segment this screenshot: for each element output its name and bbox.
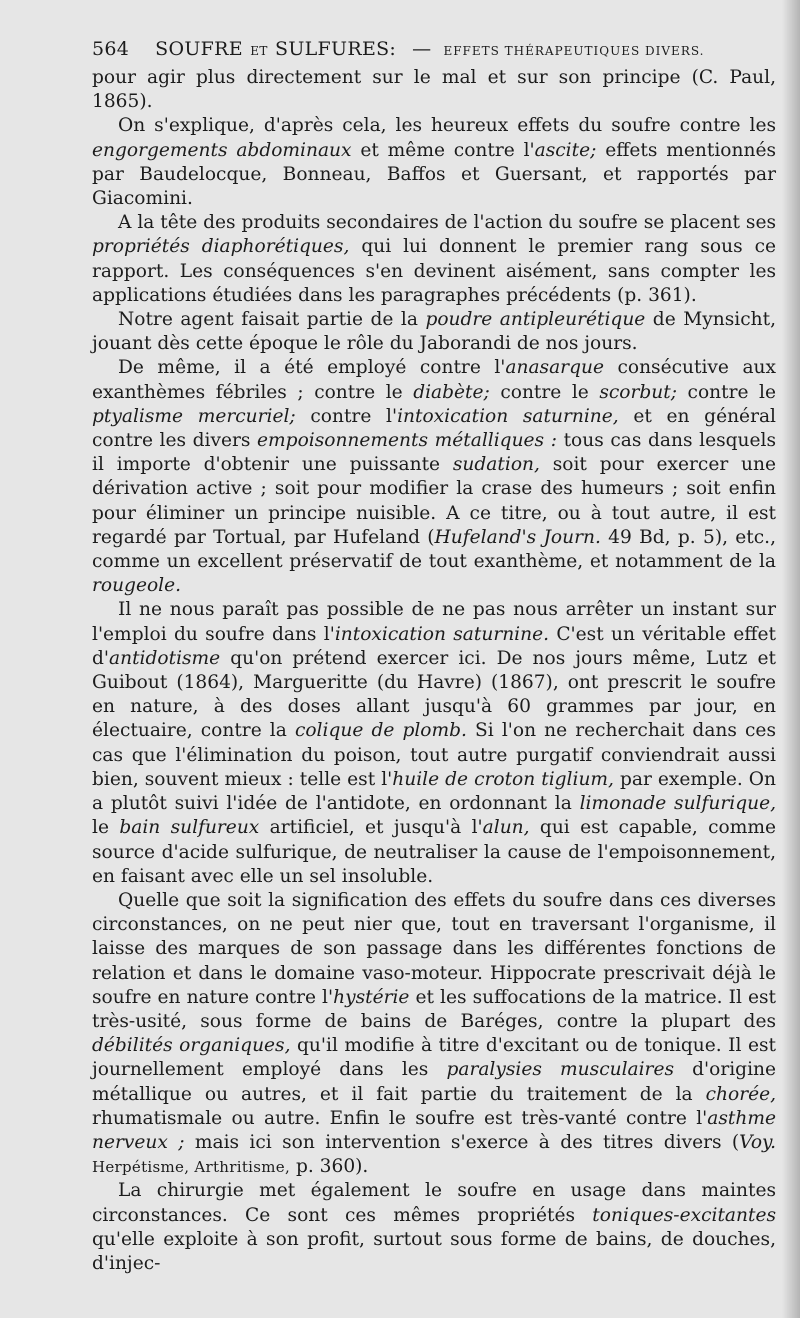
paragraph-2 xyxy=(92,114,776,211)
text-run: qu'elle exploite à son profit, surtout sous forme de bains, de douches, d'injec- xyxy=(92,1228,776,1274)
page-edge-shadow xyxy=(782,0,800,1318)
text-run: tous cas dans lesquels il importe d'obtenir une puissante xyxy=(92,430,776,476)
text-run: C'est un véritable effet d' xyxy=(92,623,776,669)
header-title xyxy=(155,38,412,60)
text-run: On s'explique, d'après cela, les heureux effets du soufre contre les xyxy=(118,115,776,137)
italic-term: Hufeland's Journ. xyxy=(434,526,601,548)
header-topic: EFFETS THÉRAPEUTIQUES DIVERS. xyxy=(443,44,705,58)
text-run: qui est capable, comme source d'acide sulfurique, de neutraliser la cause de l'empoisonnement, en faisant avec elle un sel insoluble. xyxy=(92,817,776,887)
text-run: qu'on prétend exercer ici. De nos jours même, Lutz et Guibout (1864), Margueritte (du Havre) (1867), ont prescrit le soufre en nature, à des doses allant jusqu'à 60 grammes par jour, en électuaire, contre la xyxy=(92,647,776,742)
small-caps-reference: Herpétisme, Arthritisme, xyxy=(92,1158,291,1177)
body-text xyxy=(92,66,776,1276)
italic-term: scorbut; xyxy=(599,381,677,403)
header-title-et: ET xyxy=(250,44,268,58)
italic-term: rougeole. xyxy=(92,575,182,597)
italic-term: débilités organiques, xyxy=(92,1035,291,1057)
text-run: consécutive aux exanthèmes fébriles ; contre le xyxy=(92,357,776,403)
header-title-second: SULFURES: xyxy=(275,38,397,60)
italic-term: colique de plomb. xyxy=(294,720,467,742)
italic-term: sudation, xyxy=(452,454,540,476)
text-run: Il ne nous paraît pas possible de ne pas nous arrêter un instant sur l'emploi du soufre dans l' xyxy=(92,599,776,645)
text-run: p. 360). xyxy=(290,1156,369,1178)
text-run: artificiel, et jusqu'à l' xyxy=(259,817,483,839)
paragraph-6 xyxy=(92,598,776,888)
italic-term: propriétés diaphorétiques, xyxy=(92,236,350,258)
italic-term: intoxication saturnine. xyxy=(334,623,550,645)
text-run: De même, il a été employé contre l' xyxy=(118,357,506,379)
running-header xyxy=(92,38,776,60)
italic-term: ascite; xyxy=(534,139,597,161)
italic-term: antidotisme xyxy=(109,647,221,669)
header-dash: — xyxy=(412,38,432,60)
paragraph-7 xyxy=(92,889,776,1179)
paragraph-3 xyxy=(92,211,776,308)
text-run: 49 Bd, p. 5), etc., comme un excellent préservatif de tout exanthème, et notamment de la xyxy=(92,526,776,573)
italic-term: anasarque xyxy=(505,357,604,379)
text-run: La chirurgie met également le soufre en usage dans maintes circonstances. Ce sont ces mêmes propriétés xyxy=(92,1180,776,1226)
text-run: contre le xyxy=(677,381,776,403)
italic-term: ptyalisme mercuriel; xyxy=(92,405,296,427)
page-number: 564 xyxy=(92,38,130,60)
italic-term: toniques-excitantes xyxy=(592,1204,776,1226)
text-run: Quelle que soit la signification des effets du soufre dans ces diverses circonstances, on ne peut nier que, tout en traversant l'organisme, il laisse des marques de son passage dans les différentes fonctions de relation et dans le domaine vaso-moteur. Hippocrate prescrivait déjà le soufre en nature contre l' xyxy=(92,889,776,1008)
paragraph-8 xyxy=(92,1179,776,1276)
text-run: rhumatismale ou autre. Enfin le soufre est très-vanté contre l' xyxy=(92,1107,708,1129)
text-run: de Mynsicht, jouant dès cette époque le rôle du Jaborandi de nos jours. xyxy=(92,309,776,355)
italic-term: empoisonnements métalliques : xyxy=(257,430,557,452)
text-run: et en général contre les divers xyxy=(92,405,776,452)
italic-term: asthme nerveux ; xyxy=(92,1107,776,1153)
italic-term: alun, xyxy=(482,817,530,839)
italic-term: chorée, xyxy=(705,1083,776,1105)
text-run: qui lui donnent le premier rang sous ce rapport. Les conséquences s'en devinent aisément, sans compter les applications étudiées dans les paragraphes précédents (p. 361). xyxy=(92,236,776,306)
italic-term: poudre antipleurétique xyxy=(425,309,646,331)
italic-term: paralysies musculaires xyxy=(446,1059,674,1081)
text-run: effets mentionnés par Baudelocque, Bonneau, Baffos et Guersant, et rapportés par Giacomini. xyxy=(92,139,776,210)
paragraph-5 xyxy=(92,356,776,598)
text-run: pour agir plus directement sur le mal et sur son principe (C. Paul, 1865). xyxy=(92,67,776,113)
text-run: et même contre l' xyxy=(351,139,535,161)
text-run: mais ici son intervention s'exerce à des titres divers ( xyxy=(184,1131,740,1153)
text-run: Si l'on ne recherchait dans ces cas que l'élimination du poison, tout autre purgatif conviendrait aussi bien, souvent mieux : telle est l' xyxy=(92,720,776,790)
italic-term: limonade sulfurique, xyxy=(579,793,776,815)
italic-term: diabète; xyxy=(413,381,490,403)
text-run: le xyxy=(92,817,120,839)
text-run: par exemple. On a plutôt suivi l'idée de l'antidote, en ordonnant la xyxy=(92,768,777,815)
text-run: contre le xyxy=(489,381,600,403)
text-run: qu'il modifie à titre d'excitant ou de tonique. Il est journellement employé dans les xyxy=(92,1035,776,1081)
italic-term: intoxication saturnine, xyxy=(397,405,619,427)
text-run: A la tête des produits secondaires de l'action du soufre se placent ses xyxy=(118,212,776,234)
text-run: Notre agent faisait partie de la xyxy=(118,309,426,331)
header-title-main: SOUFRE xyxy=(155,38,243,60)
paragraph-4 xyxy=(92,308,776,356)
italic-term: bain sulfureux xyxy=(119,817,260,839)
text-run: contre l' xyxy=(295,405,398,427)
text-run: soit pour exercer une dérivation active ; soit pour modifier la crase des humeurs ; soit enfin pour éliminer un principe nuisible. A ce titre, ou à tout autre, il est regardé par Tortual, par Hufeland ( xyxy=(92,454,776,548)
text-run: d'origine métallique ou autres, et il fait partie du traitement de la xyxy=(92,1059,776,1105)
italic-term: huile de croton tiglium, xyxy=(392,768,614,790)
italic-term: engorgements abdominaux xyxy=(92,139,352,161)
text-run: et les suffocations de la matrice. Il est très-usité, sous forme de bains de Baréges, contre la plupart des xyxy=(92,986,776,1032)
paragraph-1 xyxy=(92,66,776,114)
italic-term: hystérie xyxy=(333,986,410,1008)
italic-term: Voy. xyxy=(739,1131,776,1153)
